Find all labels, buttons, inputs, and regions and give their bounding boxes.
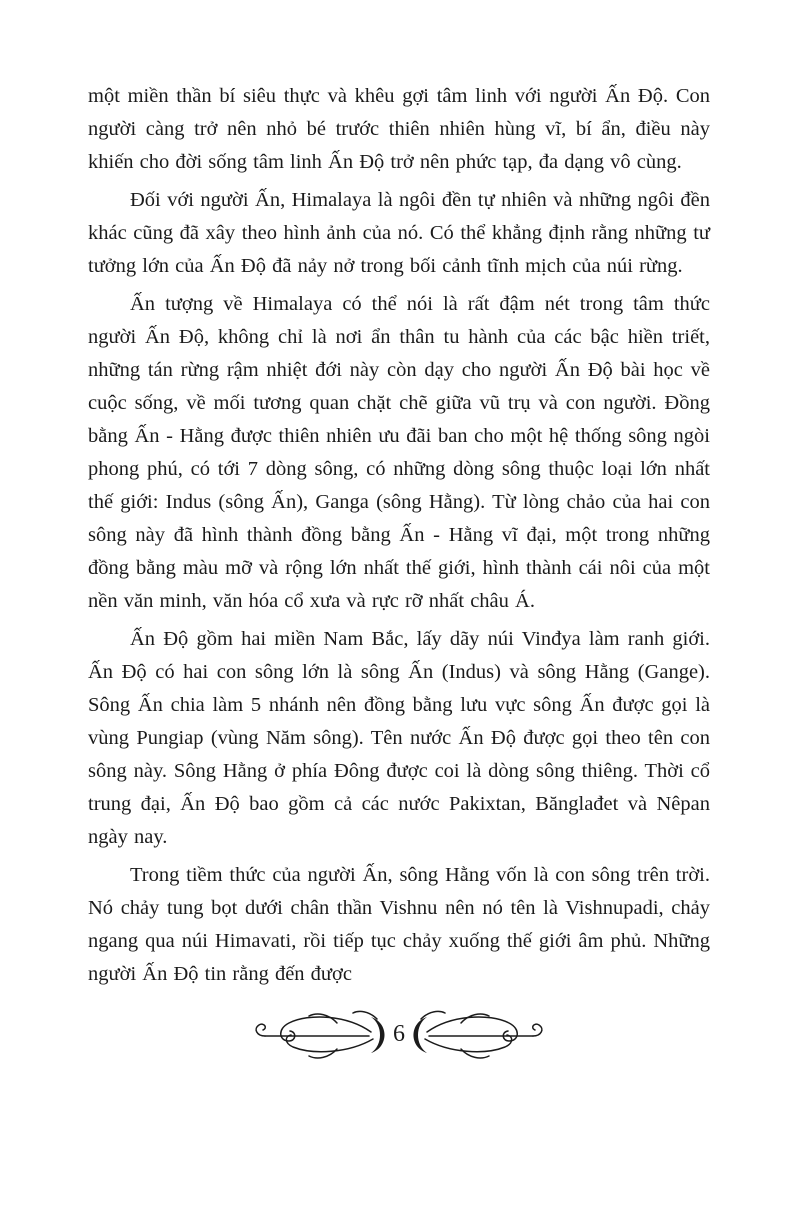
page-footer bbox=[88, 1003, 710, 1067]
body-paragraph: một miền thần bí siêu thực và khêu gợi tâm linh với người Ấn Độ. Con người càng trở nên nhỏ bé trước thiên nhiên hùng vĩ, bí ẩn, điều này khiến cho đời sống tâm linh Ấn Độ trở nên phức tạp, đa dạng vô cùng. bbox=[88, 85, 710, 173]
body-paragraph: Trong tiềm thức của người Ấn, sông Hằng vốn là con sông trên trời. Nó chảy tung bọt dưới chân thần Vishnu nên nó tên là Vishnupadi, chảy ngang qua núi Himavati, rồi tiếp tục chảy xuống thế giới âm phủ. Những người Ấn Độ tin rằng đến được bbox=[88, 864, 710, 985]
body-paragraph: Ấn Độ gồm hai miền Nam Bắc, lấy dãy núi Vinđya làm ranh giới. Ấn Độ có hai con sông lớn là sông Ấn (Indus) và sông Hằng (Gange). Sông Ấn chia làm 5 nhánh nên đồng bằng lưu vực sông Ấn được gọi là vùng Pungiap (vùng Năm sông). Tên nước Ấn Độ được gọi theo tên con sông này. Sông Hằng ở phía Đông được coi là dòng sông thiêng. Thời cổ trung đại, Ấn Độ bao gồm cả các nước Pakixtan, Bănglađet và Nêpan ngày nay. bbox=[88, 628, 710, 848]
page-number: 6 bbox=[390, 1022, 408, 1046]
page-body-text bbox=[88, 80, 710, 991]
page-ornament bbox=[239, 1003, 559, 1067]
body-paragraph: Đối với người Ấn, Himalaya là ngôi đền tự nhiên và những ngôi đền khác cũng đã xây theo hình ảnh của nó. Có thể khẳng định rằng những tư tưởng lớn của Ấn Độ đã nảy nở trong bối cảnh tĩnh mịch của núi rừng. bbox=[88, 189, 710, 277]
body-paragraph: Ấn tượng về Himalaya có thể nói là rất đậm nét trong tâm thức người Ấn Độ, không chỉ là nơi ẩn thân tu hành của các bậc hiền triết, những tán rừng rậm nhiệt đới này còn dạy cho người Ấn Độ bài học về cuộc sống, về mối tương quan chặt chẽ giữa vũ trụ và con người. Đồng bằng Ấn - Hằng được thiên nhiên ưu đãi ban cho một hệ thống sông ngòi phong phú, có tới 7 dòng sông, có những dòng sông thuộc loại lớn nhất thế giới: Indus (sông Ấn), Ganga (sông Hằng). Từ lòng chảo của hai con sông này đã hình thành đồng bằng Ấn - Hằng vĩ đại, một trong những đồng bằng màu mỡ và rộng lớn nhất thế giới, hình thành cái nôi của một nền văn minh, văn hóa cổ xưa và rực rỡ nhất châu Á. bbox=[88, 293, 710, 612]
